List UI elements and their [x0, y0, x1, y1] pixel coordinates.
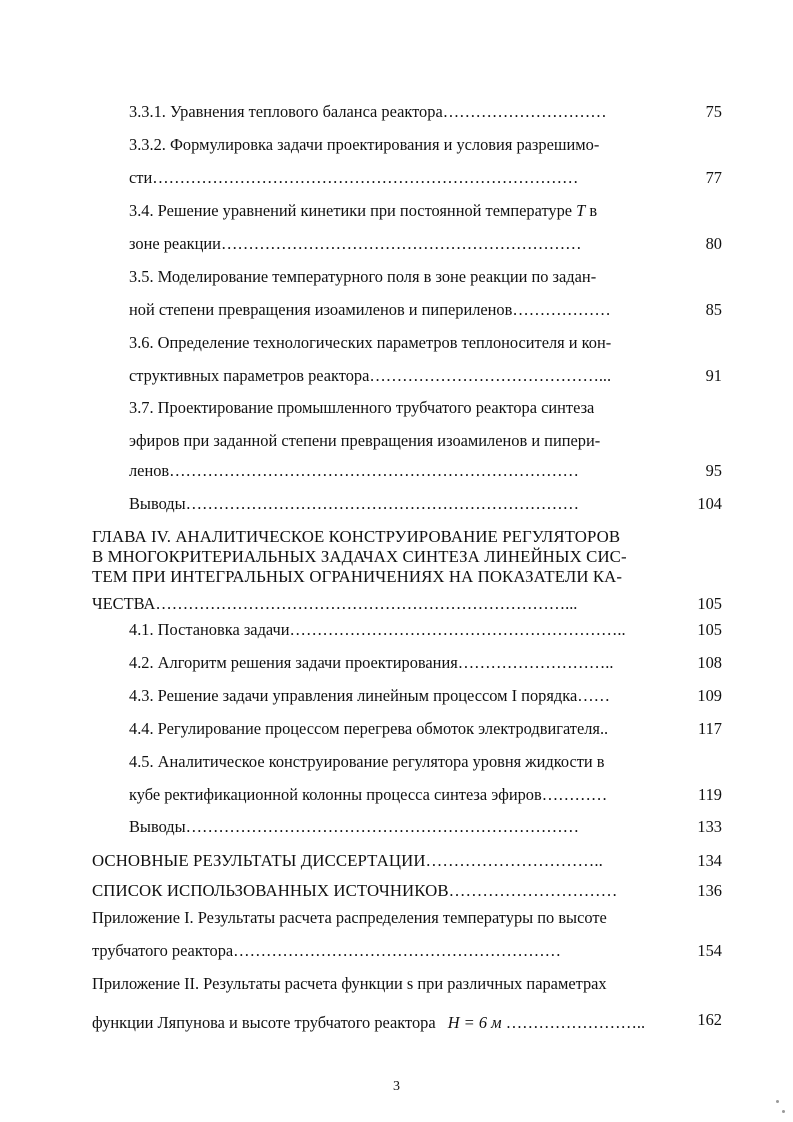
toc-page-number: 154	[697, 941, 722, 960]
toc-page-number: 133	[697, 817, 722, 836]
toc-page-number: 136	[697, 881, 722, 900]
toc-page-number: 105	[697, 620, 722, 639]
toc-entry-conclusions-3: Выводы………………………………………………………………	[129, 494, 580, 513]
formula-height: H = 6 м	[447, 1013, 502, 1032]
toc-chapter-4-title-cont3: ЧЕСТВА…………………………………………………………………...	[92, 594, 578, 613]
toc-entry-3-6: 3.6. Определение технологических параметров теплоносителя и кон-	[129, 333, 612, 352]
toc-appendix-2: Приложение II. Результаты расчета функции s при различных параметрах	[92, 974, 607, 993]
toc-page-number: 77	[705, 168, 722, 187]
toc-page-number: 117	[698, 719, 722, 738]
toc-entry-3-5: 3.5. Моделирование температурного поля в зоне реакции по задан-	[129, 267, 597, 286]
toc-entry-4-4: 4.4. Регулирование процессом перегрева обмоток электродвигателя..	[129, 719, 609, 738]
toc-entry-3-4-cont: зоне реакции…………………………………………………………	[129, 234, 582, 253]
toc-page-number: 162	[697, 1010, 722, 1029]
toc-appendix-2-cont: функции Ляпунова и высоте трубчатого реактора H = 6 м ……………………..	[92, 1013, 646, 1032]
toc-entry-4-5: 4.5. Аналитическое конструирование регулятора уровня жидкости в	[129, 752, 605, 771]
toc-entry-4-1: 4.1. Постановка задачи……………………………………………………..	[129, 620, 626, 639]
scan-speck	[776, 1100, 779, 1103]
toc-page-number: 80	[705, 234, 722, 253]
toc-page-number: 95	[705, 461, 722, 480]
toc-entry-3-3-2-cont: сти……………………………………………………………………	[129, 168, 579, 187]
toc-main-results: ОСНОВНЫЕ РЕЗУЛЬТАТЫ ДИССЕРТАЦИИ…………………………..	[92, 851, 603, 870]
toc-entry-3-3-1: 3.3.1. Уравнения теплового баланса реактора…………………………	[129, 102, 607, 121]
toc-entry-3-5-cont: ной степени превращения изоамиленов и пипериленов………………	[129, 300, 611, 319]
toc-page-number: 109	[697, 686, 722, 705]
scan-speck	[782, 1110, 785, 1113]
toc-chapter-4-title-cont: В МНОГОКРИТЕРИАЛЬНЫХ ЗАДАЧАХ СИНТЕЗА ЛИНЕЙНЫХ СИС-	[92, 547, 627, 566]
page-number-footer: 3	[393, 1079, 400, 1094]
toc-page-number: 119	[698, 785, 722, 804]
toc-entry-4-2: 4.2. Алгоритм решения задачи проектирования………………………..	[129, 653, 614, 672]
toc-entry-3-6-cont: структивных параметров реактора……………………………………...	[129, 366, 612, 385]
toc-entry-3-7-cont2: ленов…………………………………………………………………	[129, 461, 579, 480]
toc-page-number: 75	[705, 102, 722, 121]
toc-entry-4-5-cont: кубе ректификационной колонны процесса синтеза эфиров…………	[129, 785, 608, 804]
toc-appendix-1: Приложение I. Результаты расчета распределения температуры по высоте	[92, 908, 607, 927]
toc-chapter-4-title-cont2: ТЕМ ПРИ ИНТЕГРАЛЬНЫХ ОГРАНИЧЕНИЯХ НА ПОКАЗАТЕЛИ КА-	[92, 567, 623, 586]
toc-references: СПИСОК ИСПОЛЬЗОВАННЫХ ИСТОЧНИКОВ…………………………	[92, 881, 618, 900]
toc-page-number: 85	[705, 300, 722, 319]
toc-chapter-4-title: ГЛАВА IV. АНАЛИТИЧЕСКОЕ КОНСТРУИРОВАНИЕ РЕГУЛЯТОРОВ	[92, 527, 621, 546]
toc-entry-3-3-2: 3.3.2. Формулировка задачи проектирования и условия разрешимо-	[129, 135, 600, 154]
toc-entry-3-4: 3.4. Решение уравнений кинетики при постоянной температуре T в	[129, 201, 598, 220]
toc-entry-3-7: 3.7. Проектирование промышленного трубчатого реактора синтеза	[129, 398, 595, 417]
toc-page-number: 134	[697, 851, 722, 870]
toc-entry-conclusions-4: Выводы………………………………………………………………	[129, 817, 580, 836]
toc-page-number: 105	[697, 594, 722, 613]
toc-entry-3-7-cont: эфиров при заданной степени превращения изоамиленов и пипери-	[129, 431, 601, 450]
toc-entry-4-3: 4.3. Решение задачи управления линейным процессом I порядка……	[129, 686, 610, 705]
toc-appendix-1-cont: трубчатого реактора……………………………………………………	[92, 941, 561, 960]
toc-page-number: 91	[705, 366, 722, 385]
toc-page-number: 104	[697, 494, 722, 513]
toc-page-number: 108	[697, 653, 722, 672]
